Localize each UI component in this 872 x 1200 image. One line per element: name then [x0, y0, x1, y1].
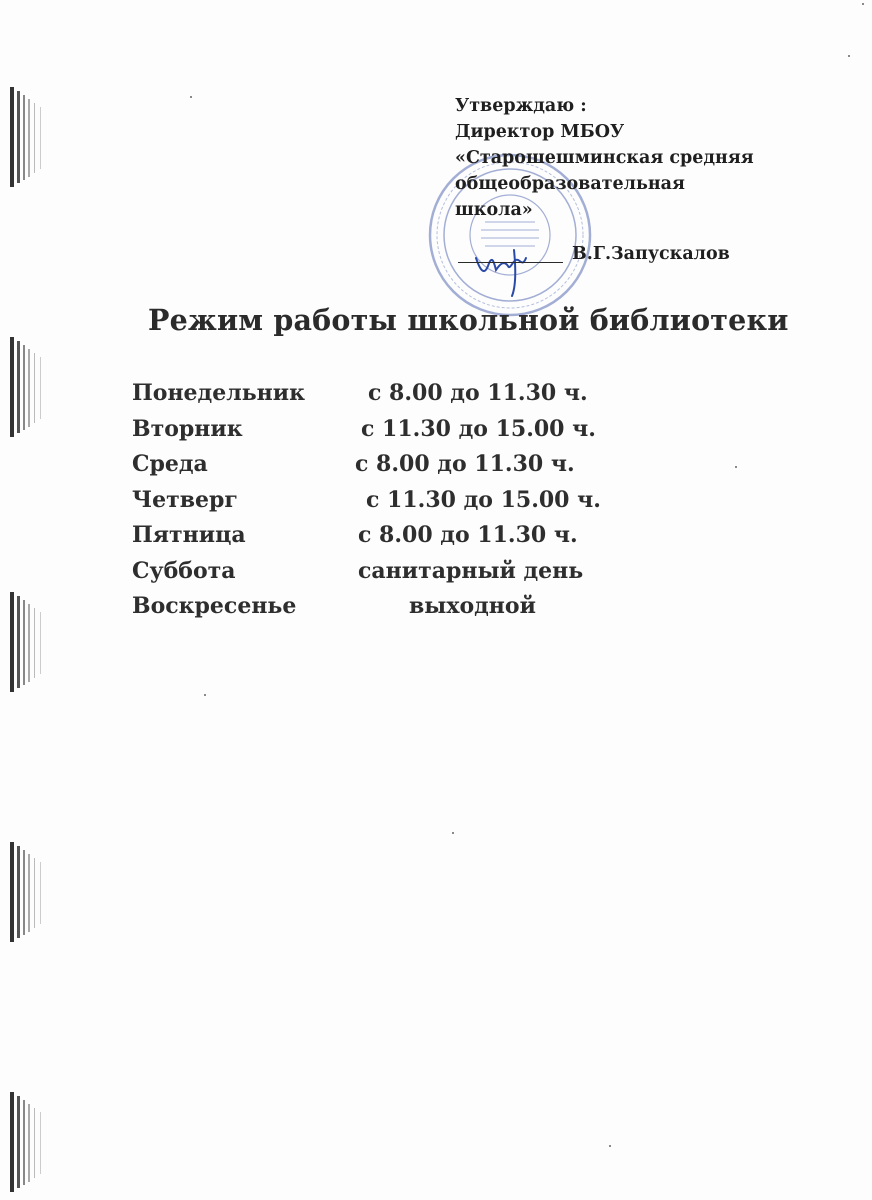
scan-speck	[862, 3, 864, 5]
approval-line: Утверждаю :	[455, 96, 587, 116]
signature-line	[458, 262, 563, 263]
schedule-day: Суббота	[132, 557, 236, 584]
schedule-time: с 8.00 до 11.30 ч.	[368, 380, 588, 406]
schedule-day: Четверг	[132, 486, 238, 513]
signer-name: В.Г.Запускалов	[572, 244, 730, 264]
scan-edge-artifact	[8, 590, 48, 695]
schedule-time: с 11.30 до 15.00 ч.	[361, 415, 596, 442]
approval-line: «Старошешминская средняя	[455, 148, 754, 168]
scan-edge-artifact	[8, 85, 48, 190]
schedule-day: Понедельник	[132, 380, 305, 406]
schedule-day: Пятница	[132, 522, 246, 548]
schedule-row	[132, 558, 692, 594]
handwritten-signature-icon	[470, 240, 540, 300]
schedule-time: с 8.00 до 11.30 ч.	[358, 522, 578, 548]
schedule-time: выходной	[409, 593, 536, 619]
schedule-row	[132, 487, 692, 523]
scan-edge-artifact	[8, 840, 48, 945]
scan-speck	[609, 1145, 611, 1147]
schedule-row	[132, 451, 692, 487]
scan-edge-artifact	[8, 1090, 48, 1195]
schedule-row	[132, 380, 692, 416]
schedule-time: с 11.30 до 15.00 ч.	[366, 486, 601, 513]
schedule-row	[132, 416, 692, 452]
approval-line: школа»	[455, 200, 533, 220]
schedule-time: с 8.00 до 11.30 ч.	[355, 451, 575, 477]
approval-line: общеобразовательная	[455, 174, 685, 194]
schedule-row	[132, 593, 692, 629]
page-title: Режим работы школьной библиотеки	[148, 303, 789, 337]
schedule-day: Воскресенье	[132, 593, 297, 619]
scan-edge-artifact	[8, 335, 48, 440]
scan-speck	[204, 694, 206, 696]
schedule-list	[132, 380, 692, 629]
schedule-row	[132, 522, 692, 558]
schedule-day: Вторник	[132, 415, 243, 442]
schedule-day: Среда	[132, 451, 208, 477]
approval-line: Директор МБОУ	[455, 122, 625, 142]
scan-speck	[190, 96, 192, 98]
schedule-time: санитарный день	[358, 557, 584, 584]
scan-speck	[452, 832, 454, 834]
scan-speck	[848, 55, 850, 57]
scan-speck	[735, 466, 737, 468]
approval-block	[455, 93, 815, 223]
